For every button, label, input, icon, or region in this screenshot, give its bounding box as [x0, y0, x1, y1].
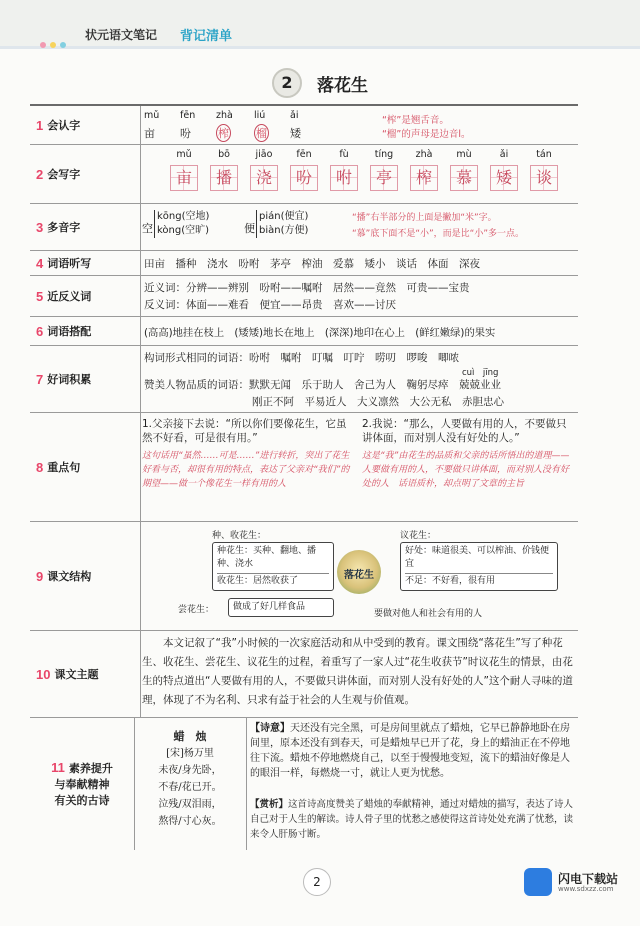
- written-char: 亩: [175, 168, 192, 187]
- decor-dots: [40, 33, 70, 52]
- row-content: [140, 346, 578, 412]
- writing-grid-cell: [170, 165, 198, 191]
- lesson-name: 落花生: [317, 75, 369, 96]
- row-label: 11 素养提升 与奉献精神 有关的古诗: [30, 718, 135, 850]
- structure-box: 好处：味道很美、可以榨油、价钱便宜 不足：不好看，很有用: [400, 542, 558, 591]
- row-label: 3 多音字: [30, 204, 141, 250]
- row-content: [134, 718, 578, 850]
- writing-grid-cell: [290, 165, 318, 191]
- key-sentence: 1.父亲接下去说：“所以你们要像花生，它虽然不好看，可是很有用。”: [142, 418, 347, 444]
- pinyin-syllable: zhà: [415, 149, 433, 160]
- pinyin-syllable: bō: [218, 149, 230, 160]
- poem-appreciation: 【赏析】这首诗高度赞美了蜡烛的奉献精神，通过对蜡烛的描写，表达了诗人自己对于人生的解读。诗人骨子里的忧愁之感使得这首诗处处充满了忧愁，读来令人肝肠寸断。: [250, 799, 574, 840]
- row-label: 4 词语听写: [30, 251, 141, 275]
- row-label: 7 好词积累: [30, 346, 141, 412]
- site-logo-url: www.sdxzz.com: [558, 885, 614, 893]
- pinyin-syllable: fù: [339, 149, 349, 160]
- pinyin-line: mǔ fēn zhà liú ǎi: [144, 110, 299, 121]
- writing-grid-cell: [370, 165, 398, 191]
- row-key-sentences: [30, 413, 578, 522]
- row-structure: [30, 522, 578, 631]
- polyphone-readings: kōng(空地) kòng(空旷): [154, 210, 209, 238]
- row-content: [140, 631, 578, 717]
- word-list: 田亩 播种 浇水 吩咐 茅亭 榨油 爱慕 矮小 谈话 体面 深夜: [144, 258, 480, 270]
- writing-grid-cell: [410, 165, 438, 191]
- pinyin-line: cuì jīng: [462, 368, 499, 378]
- chars-line: 亩 吩 榨 榴 矮: [144, 124, 334, 142]
- structure-heading: 尝花生：: [178, 605, 215, 615]
- structure-box: 种花生：买种、翻地、播种、浇水 收花生：居然收获了: [212, 542, 334, 591]
- pinyin-syllable: ǎi: [499, 149, 509, 160]
- written-char: 榨: [415, 168, 432, 187]
- note-line: “播”右半部分的上面是撇加“米”字。: [352, 213, 497, 223]
- writing-grid-cell: [450, 165, 478, 191]
- row-dictation: [30, 251, 578, 276]
- header-bar: [0, 0, 640, 49]
- row-collocations: [30, 317, 578, 346]
- row-content: [140, 317, 578, 345]
- theme-paragraph: 本文记叙了“我”小时候的一次家庭活动和从中受到的教育。课文围绕“落花生”写了种花生、收花生、尝花生、议花生的过程，着重写了一家人过“花生收获节”时议花生的情景，由花生的特点道出“人要做有用的人，不要做只讲体面，而对别人没有好处的人”这个耐人寻味的道理，体现了不为名利、只求有益于社会的人生观与价值观。: [142, 637, 573, 706]
- polyphone-char: 便: [244, 222, 255, 235]
- row-content: [140, 276, 578, 316]
- row-label: 6 词语搭配: [30, 317, 141, 345]
- word-line: 赞美人物品质的词语：默默无闻 乐于助人 舍己为人 鞠躬尽瘁 兢兢业业: [144, 379, 501, 391]
- row-content: [140, 145, 578, 203]
- structure-center: 落花生: [344, 570, 374, 581]
- synonym-line: 近义词：分辨——辨别 吩咐——嘱咐 居然——竟然 可贵——宝贵: [144, 282, 470, 294]
- row-label: 2 会写字: [30, 145, 141, 203]
- sentence-comment: 这句话用“虽然……可是……”进行转折，突出了花生好看与否，却很有用的特点，表达了父亲对“我们”的期望——做一个像花生一样有用的人: [142, 451, 350, 489]
- written-char: 浇: [255, 168, 272, 187]
- poem: 蜡 烛 [宋]杨万里 未夜/身先卧， 不春/花已开。 泣残/双泪雨， 熬得/寸心灰。: [158, 730, 222, 827]
- word-line: 构词形式相同的词语：吩咐 嘱咐 叮嘱 叮咛 唠叨 啰唆 唧哝: [144, 352, 459, 364]
- pinyin-syllable: jiāo: [255, 149, 273, 160]
- row-label: 10 课文主题: [30, 631, 141, 717]
- row-content: [140, 251, 578, 275]
- structure-box: 做成了好几样食品: [228, 598, 334, 617]
- word-line: 刚正不阿 平易近人 大义凛然 大公无私 赤胆忠心: [252, 396, 504, 408]
- note-line: “榴”的声母是边音l。: [382, 129, 471, 140]
- note-line: “慕”底下面不是“小”，而是比“小”多一点。: [352, 229, 524, 239]
- writing-grid-cell: [210, 165, 238, 191]
- written-char: 吩: [295, 168, 312, 187]
- lesson-title: [0, 68, 640, 98]
- row-content: [140, 204, 578, 250]
- note-line: “榨”是翘舌音。: [382, 115, 449, 126]
- written-char: 播: [215, 168, 232, 187]
- brand-name: 状元语文笔记: [85, 28, 158, 42]
- site-logo-icon: [524, 868, 552, 896]
- pinyin-syllable: mǔ: [176, 149, 192, 160]
- sentence-comment: 这是“我”由花生的品质和父亲的话所悟出的道理——人要做有用的人，不要做只讲体面，而对别人没有好处的人 话语质朴，却点明了文章的主旨: [362, 451, 570, 489]
- row-content: [140, 413, 578, 521]
- brand-subtitle: 背记清单: [180, 29, 233, 44]
- collocation-line: (高高)地挂在枝上 (矮矮)地长在地上 (深深)地印在心上 (鲜红嫩绿)的果实: [144, 327, 496, 339]
- row-content: [140, 522, 578, 630]
- structure-heading: 种、收花生：: [212, 531, 267, 541]
- row-label: 9 课文结构: [30, 522, 141, 630]
- lesson-number: 2: [272, 68, 302, 98]
- pinyin-syllable: fēn: [296, 149, 312, 160]
- written-char: 谈: [535, 168, 552, 187]
- row-label: 1 会认字: [30, 106, 141, 144]
- row-write-chars: [30, 145, 578, 204]
- written-char: 慕: [455, 168, 472, 187]
- summary-table: [30, 104, 578, 850]
- key-sentence: 2.我说：“那么，人要做有用的人，不要做只讲体面，而对别人没有好处的人。”: [362, 418, 567, 444]
- written-char: 亭: [375, 168, 392, 187]
- antonym-line: 反义词：体面——难看 便宜——昂贵 喜欢——讨厌: [144, 299, 396, 311]
- written-char: 咐: [335, 168, 352, 187]
- writing-grid-cell: [530, 165, 558, 191]
- page-number: 2: [303, 868, 331, 896]
- writing-grid-cell: [490, 165, 518, 191]
- structure-heading: 议花生：: [400, 531, 437, 541]
- row-recognize-chars: [30, 106, 578, 145]
- writing-grid-cell: [330, 165, 358, 191]
- row-poem: [30, 718, 578, 850]
- structure-conclusion: 要做对他人和社会有用的人: [374, 609, 483, 619]
- polyphone-readings: pián(便宜) biàn(方便): [256, 210, 308, 238]
- poem-meaning: 【诗意】天还没有完全黑，可是房间里就点了蜡烛，它早已静静地卧在房间里，原本还没有到春天，可是蜡烛早已开了花，身上的蜡油正在不停地往下流。蜡烛不停地燃烧自己，以至于慢慢地变短，流下的蜡油好像是人的眼泪一样，每燃烧一寸，就让人更为忧愁。: [250, 723, 570, 779]
- row-good-words: [30, 346, 578, 413]
- row-label: 5 近反义词: [30, 276, 141, 316]
- polyphone-char: 空: [142, 222, 153, 235]
- pinyin-syllable: tíng: [374, 149, 394, 160]
- pinyin-syllable: tán: [536, 149, 552, 160]
- written-char: 矮: [495, 168, 512, 187]
- writing-grid-cell: [250, 165, 278, 191]
- pinyin-syllable: mù: [456, 149, 472, 160]
- row-theme: [30, 631, 578, 718]
- divider: [246, 718, 247, 850]
- row-polyphones: [30, 204, 578, 251]
- row-content: [140, 106, 578, 144]
- site-logo-text: 闪电下载站: [558, 872, 619, 886]
- row-synonyms: [30, 276, 578, 317]
- row-label: 8 重点句: [30, 413, 141, 521]
